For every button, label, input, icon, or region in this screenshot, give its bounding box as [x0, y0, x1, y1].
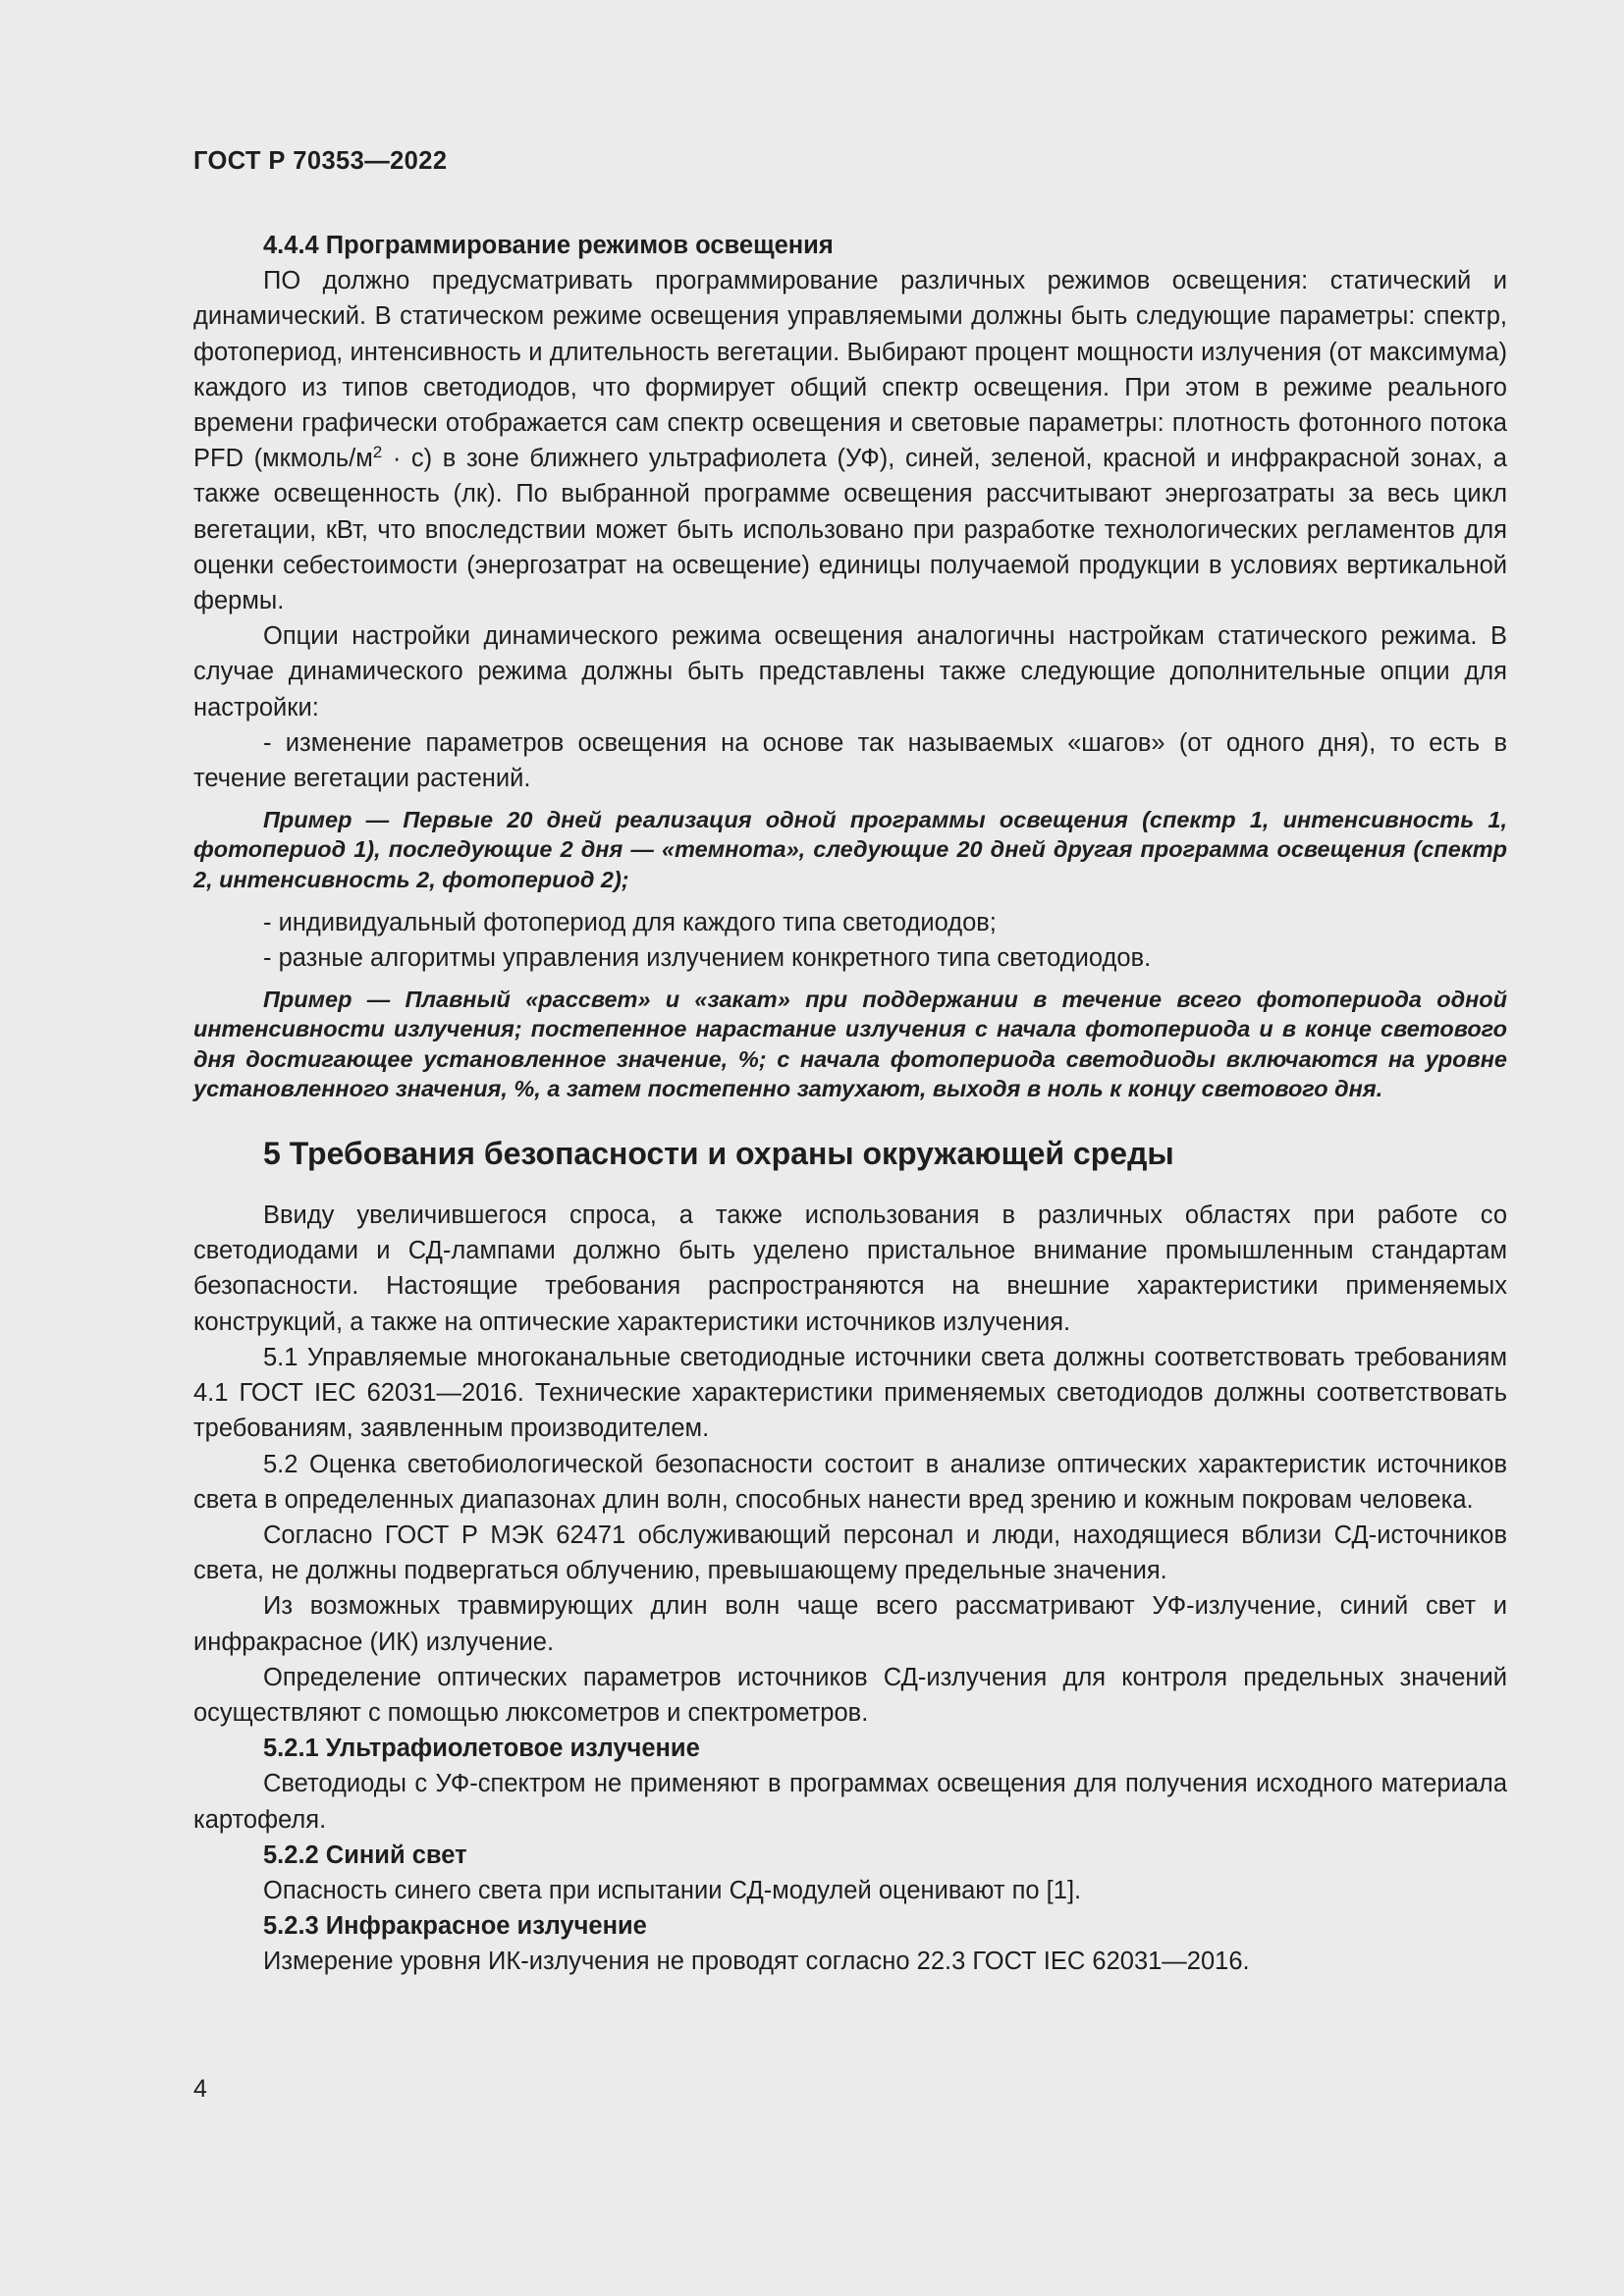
list-item-steps: - изменение параметров освещения на основе так называемых «шагов» (от одного дня), то есть в течение вегетации растений.: [193, 728, 1507, 793]
section-5-2-paragraph: 5.2 Оценка светобиологической безопасности состоит в анализе оптических характеристик источников света в определенных диапазонах длин волн, способных нанести вред зрению и кожным покровам человека.: [193, 1450, 1507, 1514]
example-1: Пример — Первые 20 дней реализация одной программы освещения (спектр 1, интенсивность 1, фотопериод 1), последующие 2 дня — «темнота», следующие 20 дней другая программа освещения (спектр 2, интенсивность 2, фотопериод 2);: [193, 807, 1507, 892]
section-5-paragraph-1: Ввиду увеличившегося спроса, а также использования в различных областях при работе со светодиодами и СД-лампами должно быть уделено пристальное внимание промышленным стандартам безопасности. Настоящие требования распространяются на внешние характеристики применяемых конструкций, а также на оптические характеристики источников излучения.: [193, 1201, 1507, 1336]
section-5-2-1-heading: 5.2.1 Ультрафиолетовое излучение: [263, 1735, 700, 1763]
section-5-2-2-heading: 5.2.2 Синий свет: [263, 1841, 467, 1869]
example-2: Пример — Плавный «рассвет» и «закат» при поддержании в течение всего фотопериода одной интенсивности излучения; постепенное нарастание излучения с начала фотопериода и в конце светового дня достигающее установленное значение, %; с начала фотопериода светодиоды включаются на уровне установленного значения, %, а затем постепенно затухают, выходя в ноль к концу светового дня.: [193, 987, 1507, 1101]
section-5-2-3-paragraph: Измерение уровня ИК-излучения не проводят согласно 22.3 ГОСТ IEC 62031—2016.: [263, 1948, 1250, 1976]
section-4-4-4-paragraph-1: [193, 263, 1507, 618]
paragraph-text-part-2: · с) в зоне ближнего ультрафиолета (УФ), синей, зеленой, красной и инфракрасной зонах, а также освещенность (лк). По выбранной программе освещения рассчитывают энергозатраты за весь цикл вегетации, кВт, что впоследствии может быть использовано при разработке технологических регламентов для оценки себестоимости (энергозатрат на освещение) единицы получаемой продукции в условиях вертикальной фермы.: [193, 445, 1507, 615]
section-5-2-1-paragraph: Светодиоды с УФ-спектром не применяют в программах освещения для получения исходного материала картофеля.: [193, 1770, 1507, 1834]
paragraph-text-part-1: ПО должно предусматривать программирование различных режимов освещения: статический и динамический. В статическом режиме освещения управляемыми должны быть следующие параметры: спектр, фотопериод, интенсивность и длительность вегетации. Выбирают процент мощности излучения (от максимума) каждого из типов светодиодов, что формирует общий спектр освещения. При этом в режиме реального времени графически отображается сам спектр освещения и световые параметры: плотность фотонного потока PFD (мкмоль/м: [193, 267, 1507, 473]
section-5-2-paragraph-b: Согласно ГОСТ Р МЭК 62471 обслуживающий персонал и люди, находящиеся вблизи СД-источников света, не должны подвергаться облучению, превышающему предельные значения.: [193, 1521, 1507, 1585]
superscript-2: 2: [372, 443, 383, 462]
page-number: 4: [193, 2075, 207, 2103]
list-item-photoperiod: - индивидуальный фотопериод для каждого типа светодиодов;: [263, 908, 997, 936]
list-item-algorithms: - разные алгоритмы управления излучением конкретного типа светодиодов.: [263, 944, 1152, 973]
section-5-2-3-heading: 5.2.3 Инфракрасное излучение: [263, 1912, 647, 1941]
section-5-2-2-paragraph: Опасность синего света при испытании СД-модулей оценивают по [1].: [263, 1876, 1082, 1904]
section-5-1-paragraph: 5.1 Управляемые многоканальные светодиодные источники света должны соответствовать требованиям 4.1 ГОСТ IEC 62031—2016. Технические характеристики применяемых светодиодов должны соответствовать требованиям, заявленным производителем.: [193, 1343, 1507, 1443]
section-5-heading: 5 Требования безопасности и охраны окружающей среды: [263, 1136, 1174, 1172]
section-5-2-paragraph-c: Из возможных травмирующих длин волн чаще всего рассматривают УФ-излучение, синий свет и инфракрасное (ИК) излучение.: [193, 1592, 1507, 1656]
document-body: [193, 228, 1507, 1980]
section-5-2-paragraph-d: Определение оптических параметров источников СД-излучения для контроля предельных значений осуществляют с помощью люксометров и спектрометров.: [193, 1663, 1507, 1727]
section-4-4-4-heading: 4.4.4 Программирование режимов освещения: [263, 232, 834, 259]
section-4-4-4-paragraph-2: Опции настройки динамического режима освещения аналогичны настройкам статического режима. В случае динамического режима должны быть представлены также следующие дополнительные опции для настройки:: [193, 622, 1507, 721]
document-code-header: ГОСТ Р 70353—2022: [193, 147, 448, 175]
